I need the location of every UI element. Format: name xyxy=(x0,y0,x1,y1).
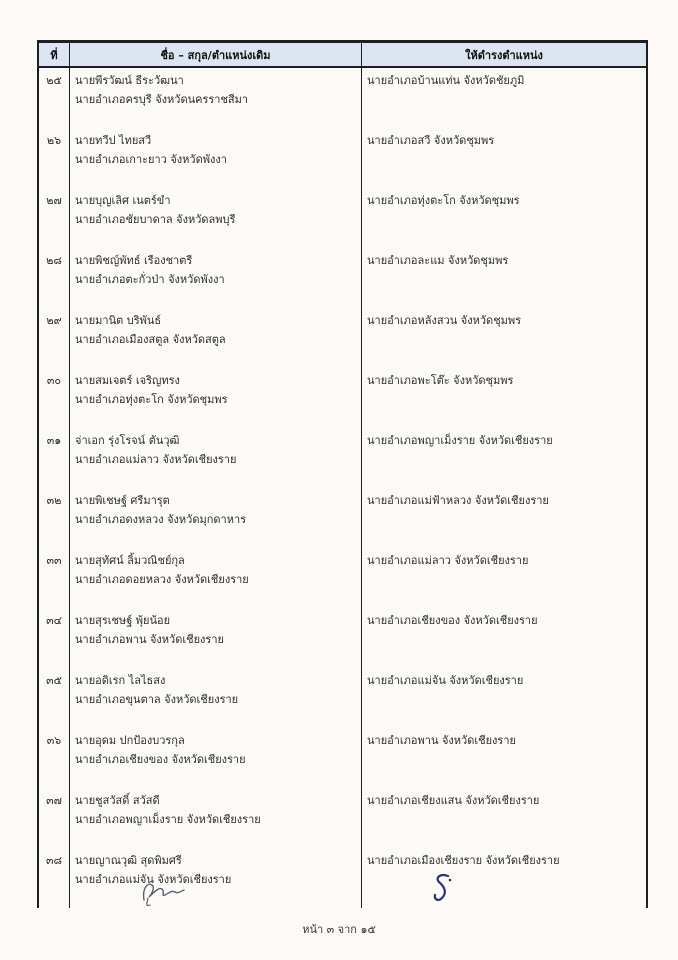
person-name: นายทวีป ไทยสวี xyxy=(75,134,152,147)
former-position: นายอำเภอขุนตาล จังหวัดเชียงราย xyxy=(75,693,239,706)
new-position: นายอำเภอหลังสวน จังหวัดชุมพร xyxy=(367,314,522,327)
new-position-cell xyxy=(362,668,646,728)
person-name: นายสมเจตร์ เจริญทรง xyxy=(75,374,180,387)
appointments-table xyxy=(37,40,648,908)
name-former-cell xyxy=(70,68,362,128)
former-position: นายอำเภอเชียงของ จังหวัดเชียงราย xyxy=(75,753,246,766)
new-position-cell xyxy=(362,428,646,488)
table-row xyxy=(39,788,646,848)
name-former-cell xyxy=(70,188,362,248)
row-number: ๓๘ xyxy=(39,848,70,908)
former-position: นายอำเภอเมืองสตูล จังหวัดสตูล xyxy=(75,333,226,346)
person-name: นายบุญเลิศ เนตร์ขำ xyxy=(75,194,171,207)
table-row xyxy=(39,848,646,908)
row-number: ๓๓ xyxy=(39,548,70,608)
table-row xyxy=(39,728,646,788)
paraph-ink-icon xyxy=(430,872,456,906)
new-position-cell xyxy=(362,128,646,188)
new-position: นายอำเภอทุ่งตะโก จังหวัดชุมพร xyxy=(367,194,520,207)
new-position-cell xyxy=(362,308,646,368)
row-number: ๓๖ xyxy=(39,728,70,788)
row-number: ๓๗ xyxy=(39,788,70,848)
table-row xyxy=(39,488,646,548)
table-header-row xyxy=(39,43,646,68)
name-former-cell xyxy=(70,368,362,428)
new-position-cell xyxy=(362,728,646,788)
new-position: นายอำเภอแม่ฟ้าหลวง จังหวัดเชียงราย xyxy=(367,494,549,507)
new-position-cell xyxy=(362,368,646,428)
new-position: นายอำเภอพญาเม็งราย จังหวัดเชียงราย xyxy=(367,434,553,447)
person-name: นายชูสวัสดิ์ สวัสดี xyxy=(75,794,160,807)
table-row xyxy=(39,248,646,308)
table-row xyxy=(39,608,646,668)
header-name-former: ชื่อ – สกุล/ตำแหน่งเดิม xyxy=(70,43,362,66)
header-no: ที่ xyxy=(39,43,70,66)
person-name: จ่าเอก รุ่งโรจน์ ตันวุฒิ xyxy=(75,434,180,447)
new-position-cell xyxy=(362,488,646,548)
new-position: นายอำเภอเมืองเชียงราย จังหวัดเชียงราย xyxy=(367,854,560,867)
new-position: นายอำเภอแม่ลาว จังหวัดเชียงราย xyxy=(367,554,529,567)
new-position-cell xyxy=(362,608,646,668)
row-number: ๒๗ xyxy=(39,188,70,248)
table-row xyxy=(39,368,646,428)
name-former-cell xyxy=(70,428,362,488)
new-position: นายอำเภอพาน จังหวัดเชียงราย xyxy=(367,734,516,747)
row-number: ๒๘ xyxy=(39,248,70,308)
row-number: ๓๔ xyxy=(39,608,70,668)
table-row xyxy=(39,548,646,608)
table-row xyxy=(39,668,646,728)
table-body xyxy=(39,68,646,908)
page-footer: หน้า ๓ จาก ๑๕ xyxy=(302,923,376,936)
name-former-cell xyxy=(70,848,362,908)
new-position-cell xyxy=(362,68,646,128)
former-position: นายอำเภอครบุรี จังหวัดนครราชสีมา xyxy=(75,93,249,106)
new-position: นายอำเภอสวี จังหวัดชุมพร xyxy=(367,134,495,147)
former-position: นายอำเภอตะกั่วป่า จังหวัดพังงา xyxy=(75,273,225,286)
person-name: นายพิชญ์พัทธ์ เรืองชาตรี xyxy=(75,254,193,267)
new-position-cell xyxy=(362,848,646,908)
table-row xyxy=(39,428,646,488)
new-position: นายอำเภอแม่จัน จังหวัดเชียงราย xyxy=(367,674,524,687)
new-position: นายอำเภอละแม จังหวัดชุมพร xyxy=(367,254,509,267)
new-position-cell xyxy=(362,248,646,308)
row-number: ๒๕ xyxy=(39,68,70,128)
new-position: นายอำเภอพะโต๊ะ จังหวัดชุมพร xyxy=(367,374,514,387)
former-position: นายอำเภอทุ่งตะโก จังหวัดชุมพร xyxy=(75,393,228,406)
row-number: ๓๒ xyxy=(39,488,70,548)
row-number: ๒๙ xyxy=(39,308,70,368)
person-name: นายพิเชษฐ์ ศรีมารุต xyxy=(75,494,170,507)
name-former-cell xyxy=(70,788,362,848)
table-row xyxy=(39,68,646,128)
name-former-cell xyxy=(70,608,362,668)
name-former-cell xyxy=(70,728,362,788)
former-position: นายอำเภอเกาะยาว จังหวัดพังงา xyxy=(75,153,227,166)
table-row xyxy=(39,188,646,248)
table-row xyxy=(39,308,646,368)
table-row xyxy=(39,128,646,188)
new-position: นายอำเภอเชียงของ จังหวัดเชียงราย xyxy=(367,614,538,627)
former-position: นายอำเภอแม่ลาว จังหวัดเชียงราย xyxy=(75,453,237,466)
person-name: นายอุดม ปกป้องบวรกุล xyxy=(75,734,185,747)
former-position: นายอำเภอดงหลวง จังหวัดมุกดาหาร xyxy=(75,513,247,526)
new-position-cell xyxy=(362,188,646,248)
row-number: ๓๐ xyxy=(39,368,70,428)
former-position: นายอำเภอพญาเม็งราย จังหวัดเชียงราย xyxy=(75,813,261,826)
name-former-cell xyxy=(70,128,362,188)
name-former-cell xyxy=(70,668,362,728)
row-number: ๓๕ xyxy=(39,668,70,728)
new-position: นายอำเภอเชียงแสน จังหวัดเชียงราย xyxy=(367,794,540,807)
name-former-cell xyxy=(70,488,362,548)
person-name: นายสุทัศน์ ลิ้มวณิชย์กุล xyxy=(75,554,185,567)
person-name: นายอดิเรก ไลไธสง xyxy=(75,674,166,687)
person-name: นายมานิต บริพันธ์ xyxy=(75,314,162,327)
person-name: นายสุรเชษฐ์ พุ้ยน้อย xyxy=(75,614,171,627)
former-position: นายอำเภอชัยบาดาล จังหวัดลพบุรี xyxy=(75,213,236,226)
signature-mark-icon xyxy=(138,878,190,910)
new-position-cell xyxy=(362,548,646,608)
person-name: นายญาณวุฒิ สุดพิมศรี xyxy=(75,854,182,867)
former-position: นายอำเภอพาน จังหวัดเชียงราย xyxy=(75,633,224,646)
person-name: นายพีรวัฒน์ ธีระวัฒนา xyxy=(75,74,184,87)
name-former-cell xyxy=(70,548,362,608)
row-number: ๒๖ xyxy=(39,128,70,188)
new-position: นายอำเภอบ้านแท่น จังหวัดชัยภูมิ xyxy=(367,74,525,87)
new-position-cell xyxy=(362,788,646,848)
name-former-cell xyxy=(70,308,362,368)
row-number: ๓๑ xyxy=(39,428,70,488)
name-former-cell xyxy=(70,248,362,308)
former-position: นายอำเภอแม่จัน จังหวัดเชียงราย xyxy=(75,873,232,886)
former-position: นายอำเภอดอยหลวง จังหวัดเชียงราย xyxy=(75,573,249,586)
header-new-position: ให้ดำรงตำแหน่ง xyxy=(465,48,543,62)
